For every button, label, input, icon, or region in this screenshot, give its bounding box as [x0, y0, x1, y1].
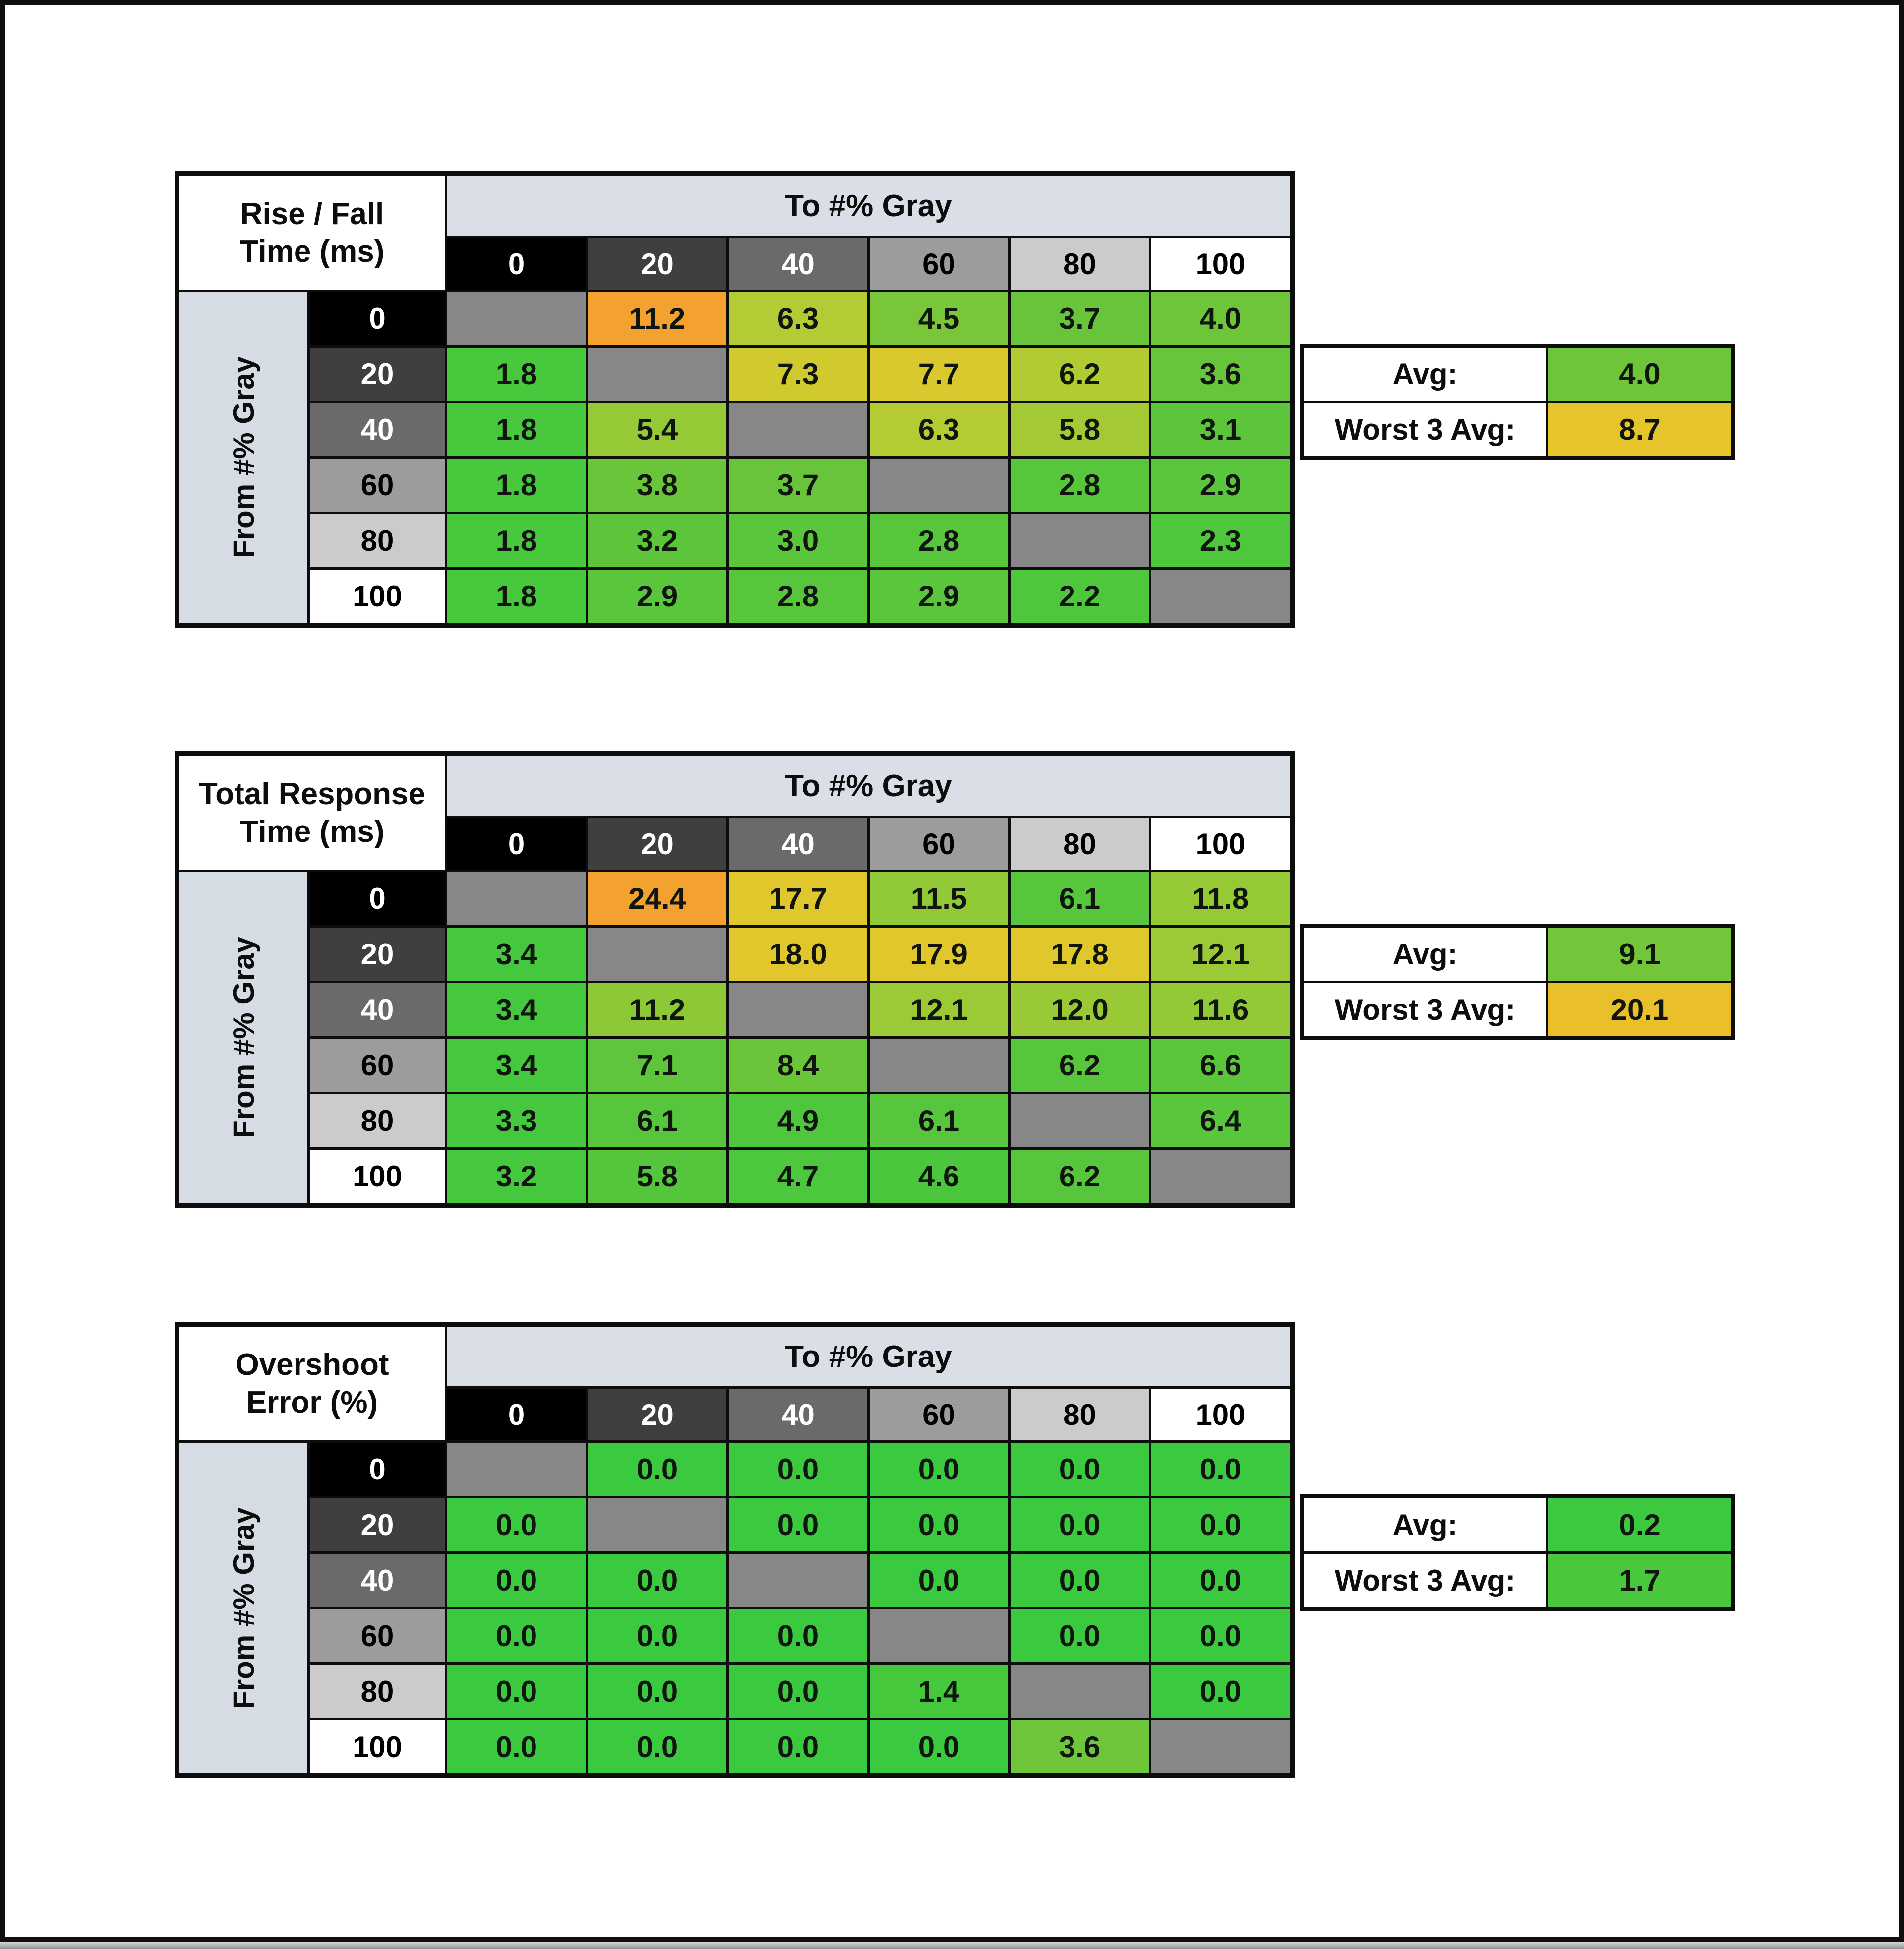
rise-fall-cell-from80-to40: 3.0: [729, 514, 867, 567]
total-response-from-100-header: 100: [310, 1150, 445, 1203]
overshoot-error-cell-from100-to100: [1151, 1720, 1290, 1773]
rise-fall-from-0-header: 0: [310, 292, 445, 345]
overshoot-error-to-gray-header: To #% Gray: [447, 1327, 1290, 1386]
total-response-to-0-header: 0: [447, 818, 586, 870]
total-response-cell-from0-to40: 17.7: [729, 872, 867, 925]
overshoot-error-cell-from100-to0: 0.0: [447, 1720, 586, 1773]
overshoot-error-cell-from80-to80: [1011, 1665, 1149, 1718]
overshoot-error-cell-from80-to20: 0.0: [588, 1665, 726, 1718]
frame-bottom-line: [0, 1937, 1904, 1942]
total-response-from-60-header: 60: [310, 1039, 445, 1092]
rise-fall-title: Rise / Fall Time (ms): [179, 176, 445, 290]
total-response-cell-from20-to40: 18.0: [729, 928, 867, 981]
total-response-cell-from40-to40: [729, 983, 867, 1036]
rise-fall-cell-from40-to60: 6.3: [870, 403, 1008, 456]
rise-fall-table: [175, 171, 1295, 628]
total-response-cell-from60-to100: 6.6: [1151, 1039, 1290, 1092]
overshoot-error-cell-from0-to0: [447, 1443, 586, 1496]
rise-fall-cell-from20-to40: 7.3: [729, 348, 867, 401]
rise-fall-cell-from100-to100: [1151, 570, 1290, 623]
rise-fall-to-0-header: 0: [447, 238, 586, 290]
rise-fall-cell-from80-to80: [1011, 514, 1149, 567]
total-response-to-40-header: 40: [729, 818, 867, 870]
rise-fall-cell-from100-to20: 2.9: [588, 570, 726, 623]
overshoot-error-cell-from40-to20: 0.0: [588, 1554, 726, 1607]
total-response-avg-value: 9.1: [1548, 928, 1731, 981]
total-response-from-80-header: 80: [310, 1094, 445, 1147]
total-response-to-20-header: 20: [588, 818, 726, 870]
total-response-cell-from40-to80: 12.0: [1011, 983, 1149, 1036]
total-response-cell-from20-to60: 17.9: [870, 928, 1008, 981]
total-response-cell-from40-to0: 3.4: [447, 983, 586, 1036]
total-response-cell-from40-to60: 12.1: [870, 983, 1008, 1036]
overshoot-error-to-60-header: 60: [870, 1389, 1008, 1440]
overshoot-error-cell-from100-to80: 3.6: [1011, 1720, 1149, 1773]
overshoot-error-worst3-value: 1.7: [1548, 1554, 1731, 1607]
overshoot-error-from-gray-header: From #% Gray: [179, 1443, 307, 1773]
overshoot-error-cell-from60-to40: 0.0: [729, 1609, 867, 1662]
total-response-cell-from60-to40: 8.4: [729, 1039, 867, 1092]
total-response-to-100-header: 100: [1151, 818, 1290, 870]
overshoot-error-to-100-header: 100: [1151, 1389, 1290, 1440]
rise-fall-summary: [1300, 344, 1735, 460]
overshoot-error-cell-from40-to60: 0.0: [870, 1554, 1008, 1607]
total-response-worst3-value: 20.1: [1548, 983, 1731, 1036]
overshoot-error-cell-from80-to0: 0.0: [447, 1665, 586, 1718]
overshoot-error-cell-from60-to20: 0.0: [588, 1609, 726, 1662]
overshoot-error-cell-from40-to100: 0.0: [1151, 1554, 1290, 1607]
total-response-cell-from40-to100: 11.6: [1151, 983, 1290, 1036]
rise-fall-cell-from80-to100: 2.3: [1151, 514, 1290, 567]
overshoot-error-cell-from100-to40: 0.0: [729, 1720, 867, 1773]
total-response-cell-from20-to20: [588, 928, 726, 981]
overshoot-error-title: Overshoot Error (%): [179, 1327, 445, 1440]
overshoot-error-cell-from20-to20: [588, 1498, 726, 1551]
total-response-cell-from20-to80: 17.8: [1011, 928, 1149, 981]
total-response-cell-from80-to60: 6.1: [870, 1094, 1008, 1147]
rise-fall-worst3-label: Worst 3 Avg:: [1304, 403, 1546, 456]
total-response-cell-from40-to20: 11.2: [588, 983, 726, 1036]
overshoot-error-cell-from40-to40: [729, 1554, 867, 1607]
rise-fall-cell-from20-to0: 1.8: [447, 348, 586, 401]
rise-fall-from-100-header: 100: [310, 570, 445, 623]
total-response-cell-from20-to0: 3.4: [447, 928, 586, 981]
overshoot-error-from-0-header: 0: [310, 1443, 445, 1496]
rise-fall-cell-from0-to60: 4.5: [870, 292, 1008, 345]
rise-fall-cell-from100-to80: 2.2: [1011, 570, 1149, 623]
rise-fall-cell-from40-to20: 5.4: [588, 403, 726, 456]
total-response-cell-from60-to60: [870, 1039, 1008, 1092]
overshoot-error-cell-from80-to100: 0.0: [1151, 1665, 1290, 1718]
total-response-to-80-header: 80: [1011, 818, 1149, 870]
rise-fall-cell-from80-to20: 3.2: [588, 514, 726, 567]
rise-fall-to-gray-header: To #% Gray: [447, 176, 1290, 236]
rise-fall-cell-from0-to20: 11.2: [588, 292, 726, 345]
total-response-cell-from80-to100: 6.4: [1151, 1094, 1290, 1147]
overshoot-error-cell-from20-to100: 0.0: [1151, 1498, 1290, 1551]
overshoot-error-cell-from0-to60: 0.0: [870, 1443, 1008, 1496]
rise-fall-avg-label: Avg:: [1304, 348, 1546, 401]
rise-fall-cell-from0-to0: [447, 292, 586, 345]
overshoot-error-cell-from40-to80: 0.0: [1011, 1554, 1149, 1607]
total-response-cell-from60-to0: 3.4: [447, 1039, 586, 1092]
overshoot-error-cell-from60-to100: 0.0: [1151, 1609, 1290, 1662]
rise-fall-to-40-header: 40: [729, 238, 867, 290]
total-response-table: [175, 751, 1295, 1208]
total-response-cell-from80-to40: 4.9: [729, 1094, 867, 1147]
overshoot-error-to-80-header: 80: [1011, 1389, 1149, 1440]
rise-fall-cell-from100-to0: 1.8: [447, 570, 586, 623]
rise-fall-cell-from20-to80: 6.2: [1011, 348, 1149, 401]
rise-fall-cell-from40-to40: [729, 403, 867, 456]
overshoot-error-cell-from60-to0: 0.0: [447, 1609, 586, 1662]
total-response-cell-from0-to80: 6.1: [1011, 872, 1149, 925]
total-response-cell-from100-to80: 6.2: [1011, 1150, 1149, 1203]
overshoot-error-cell-from60-to60: [870, 1609, 1008, 1662]
total-response-summary: [1300, 924, 1735, 1040]
total-response-worst3-label: Worst 3 Avg:: [1304, 983, 1546, 1036]
rise-fall-cell-from80-to0: 1.8: [447, 514, 586, 567]
rise-fall-cell-from20-to100: 3.6: [1151, 348, 1290, 401]
overshoot-error-avg-label: Avg:: [1304, 1498, 1546, 1551]
rise-fall-from-20-header: 20: [310, 348, 445, 401]
rise-fall-cell-from20-to60: 7.7: [870, 348, 1008, 401]
overshoot-error-to-20-header: 20: [588, 1389, 726, 1440]
total-response-cell-from80-to20: 6.1: [588, 1094, 726, 1147]
overshoot-error-cell-from100-to20: 0.0: [588, 1720, 726, 1773]
rise-fall-to-100-header: 100: [1151, 238, 1290, 290]
total-response-cell-from0-to20: 24.4: [588, 872, 726, 925]
rise-fall-from-80-header: 80: [310, 514, 445, 567]
rise-fall-from-gray-header: From #% Gray: [179, 292, 307, 623]
overshoot-error-to-40-header: 40: [729, 1389, 867, 1440]
overshoot-error-cell-from80-to40: 0.0: [729, 1665, 867, 1718]
overshoot-error-cell-from0-to20: 0.0: [588, 1443, 726, 1496]
total-response-to-60-header: 60: [870, 818, 1008, 870]
total-response-to-gray-header: To #% Gray: [447, 756, 1290, 816]
overshoot-error-worst3-label: Worst 3 Avg:: [1304, 1554, 1546, 1607]
rise-fall-to-60-header: 60: [870, 238, 1008, 290]
window-edge-strip: [0, 1942, 1904, 1949]
total-response-cell-from0-to100: 11.8: [1151, 872, 1290, 925]
overshoot-error-cell-from20-to0: 0.0: [447, 1498, 586, 1551]
rise-fall-cell-from60-to0: 1.8: [447, 459, 586, 512]
total-response-cell-from100-to40: 4.7: [729, 1150, 867, 1203]
total-response-cell-from80-to80: [1011, 1094, 1149, 1147]
total-response-cell-from100-to20: 5.8: [588, 1150, 726, 1203]
overshoot-error-cell-from100-to60: 0.0: [870, 1720, 1008, 1773]
total-response-cell-from100-to60: 4.6: [870, 1150, 1008, 1203]
total-response-cell-from100-to100: [1151, 1150, 1290, 1203]
overshoot-error-cell-from40-to0: 0.0: [447, 1554, 586, 1607]
rise-fall-avg-value: 4.0: [1548, 348, 1731, 401]
overshoot-error-cell-from0-to40: 0.0: [729, 1443, 867, 1496]
total-response-from-gray-header: From #% Gray: [179, 872, 307, 1203]
overshoot-error-cell-from80-to60: 1.4: [870, 1665, 1008, 1718]
overshoot-error-cell-from20-to60: 0.0: [870, 1498, 1008, 1551]
overshoot-error-cell-from60-to80: 0.0: [1011, 1609, 1149, 1662]
overshoot-error-to-0-header: 0: [447, 1389, 586, 1440]
rise-fall-worst3-value: 8.7: [1548, 403, 1731, 456]
overshoot-error-cell-from20-to80: 0.0: [1011, 1498, 1149, 1551]
rise-fall-from-40-header: 40: [310, 403, 445, 456]
rise-fall-cell-from0-to80: 3.7: [1011, 292, 1149, 345]
total-response-cell-from60-to20: 7.1: [588, 1039, 726, 1092]
rise-fall-from-60-header: 60: [310, 459, 445, 512]
total-response-from-0-header: 0: [310, 872, 445, 925]
total-response-cell-from0-to60: 11.5: [870, 872, 1008, 925]
rise-fall-cell-from40-to80: 5.8: [1011, 403, 1149, 456]
overshoot-error-summary: [1300, 1494, 1735, 1611]
rise-fall-cell-from0-to100: 4.0: [1151, 292, 1290, 345]
overshoot-error-avg-value: 0.2: [1548, 1498, 1731, 1551]
overshoot-error-from-80-header: 80: [310, 1665, 445, 1718]
overshoot-error-from-100-header: 100: [310, 1720, 445, 1773]
total-response-title: Total Response Time (ms): [179, 756, 445, 870]
rise-fall-cell-from60-to60: [870, 459, 1008, 512]
overshoot-error-cell-from0-to100: 0.0: [1151, 1443, 1290, 1496]
rise-fall-cell-from60-to40: 3.7: [729, 459, 867, 512]
total-response-cell-from100-to0: 3.2: [447, 1150, 586, 1203]
total-response-from-40-header: 40: [310, 983, 445, 1036]
total-response-cell-from80-to0: 3.3: [447, 1094, 586, 1147]
overshoot-error-from-60-header: 60: [310, 1609, 445, 1662]
rise-fall-cell-from100-to40: 2.8: [729, 570, 867, 623]
rise-fall-cell-from40-to0: 1.8: [447, 403, 586, 456]
rise-fall-cell-from100-to60: 2.9: [870, 570, 1008, 623]
overshoot-error-table: [175, 1322, 1295, 1778]
overshoot-error-cell-from20-to40: 0.0: [729, 1498, 867, 1551]
total-response-from-20-header: 20: [310, 928, 445, 981]
rise-fall-to-20-header: 20: [588, 238, 726, 290]
overshoot-error-from-40-header: 40: [310, 1554, 445, 1607]
total-response-cell-from20-to100: 12.1: [1151, 928, 1290, 981]
rise-fall-to-80-header: 80: [1011, 238, 1149, 290]
rise-fall-cell-from80-to60: 2.8: [870, 514, 1008, 567]
total-response-avg-label: Avg:: [1304, 928, 1546, 981]
total-response-cell-from60-to80: 6.2: [1011, 1039, 1149, 1092]
rise-fall-cell-from60-to80: 2.8: [1011, 459, 1149, 512]
overshoot-error-cell-from0-to80: 0.0: [1011, 1443, 1149, 1496]
rise-fall-cell-from40-to100: 3.1: [1151, 403, 1290, 456]
total-response-cell-from0-to0: [447, 872, 586, 925]
rise-fall-cell-from20-to20: [588, 348, 726, 401]
rise-fall-cell-from0-to40: 6.3: [729, 292, 867, 345]
rise-fall-cell-from60-to100: 2.9: [1151, 459, 1290, 512]
rise-fall-cell-from60-to20: 3.8: [588, 459, 726, 512]
overshoot-error-from-20-header: 20: [310, 1498, 445, 1551]
